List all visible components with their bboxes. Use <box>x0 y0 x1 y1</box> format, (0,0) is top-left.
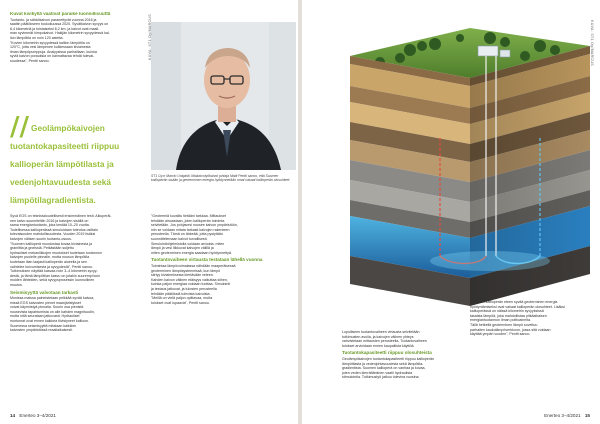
body-line: perusteella. Tämä on tärkeää, jotta pystytään <box>151 232 223 237</box>
right-column-b <box>470 300 592 410</box>
issue-label-left: Enerteo 3–4/2021 <box>19 413 56 418</box>
body-line: kaivosten ympäristössä reaaliaikaisesti. <box>10 328 73 333</box>
body-line: "Suomen kallioperän eteen syvää geoterminen energia <box>470 300 558 304</box>
section-heading-capacity: Tuotantokapasiteetti riippuu olosuhteista <box>342 350 432 356</box>
body-line: Monissa maissa paineistetaan pelkkää syvää kaivoa, <box>10 296 95 301</box>
body-line: "Meillä on vielä paljon opittavaa, mutta <box>151 296 213 301</box>
earth-layers-illustration <box>340 16 598 316</box>
body-line: murtumat ovat ennen kaikkea tiivistyneet kallioon. <box>10 319 90 324</box>
body-line: joten veden kierrättäminen vaatii hydraulista <box>342 370 413 375</box>
body-line: muiden lähteiden, sekä syvyysprosessin luonnollinen <box>10 278 95 283</box>
intro-line: man syvimmät kimpukaivot. Hakijän kilometrin syvyydessä kal- <box>10 31 110 36</box>
body-line: Toimintaa lämpövoimalassa nähdään maaperäisessä <box>151 263 236 268</box>
body-line: geoterminen lämpösysteemissä, kun lämpö <box>151 268 221 273</box>
body-line: stimulointia. Tutkimustyö jatkuu tulevina vuosina. <box>342 375 420 380</box>
body-line: suunnittelemaan kaivot turvallisesti. <box>151 236 208 241</box>
body-line: Lopulliseen tuotantovaiheen virtausta selvitetään <box>342 330 420 334</box>
body-line: hyödyntämiseksi ovat vakaat kallioperän olosuhteet. Lisäksi <box>470 304 565 309</box>
intro-line: 120°C, jotta vesi lämpenee kulkiessaan kiviainesta <box>10 45 91 50</box>
right-column-a <box>342 330 464 410</box>
intro-line: Tuotanto- ja sähkökaivon paranettyvät vuonna 2016 ja <box>10 17 97 22</box>
intro-line: "Kovien kilometrin syvyydessä kallion lämpötila on <box>10 40 90 45</box>
left-page <box>0 0 298 424</box>
body-line: gradientista. Suomen kallioperä on vanhaa ja kovaa, <box>342 366 426 371</box>
body-line: nen kaivo suunniteltiin 2016 ja kaivojen sisällä on <box>10 218 89 223</box>
body-line: voivat käynnistyä pinnalla. Suurin osa pienistä <box>10 305 84 310</box>
issue-label-right: Enerteo 3–4/2021 <box>544 413 581 418</box>
body-line: ja testaus jatkuvat, ja tulosten perusteella <box>151 286 217 291</box>
body-line: kuinka paljon energiaa voidaan tuottaa. Simulointi <box>151 282 231 287</box>
body-line: lämpötilasta ja vedenjohtavuudesta sekä lämpötila- <box>342 361 424 366</box>
body-line: kaivojen välisen suurin tuotanto-osuus. <box>10 236 72 241</box>
body-line: miten geoterminen energia saadaan hyödynnettyä. <box>151 250 232 255</box>
intro-line: ilman lämpöpumppuja. Analyysissa parhaillaan, kuinka <box>10 49 97 54</box>
body-line: nousevista tapahtumista on alle kahden magnituudin, <box>10 309 95 314</box>
intro-line: lion lämpötila on noin 120 astetta. <box>10 35 64 40</box>
body-line: Syvä EGS on teknistaloudellisesti ensimmäinen testi. Alkuperäi- <box>10 214 112 218</box>
body-line: sama energiantuotanto, joka kestää 10–20 vuotta. <box>10 223 90 228</box>
body-line: muutos. <box>10 282 23 287</box>
body-line: Suomessa seismisyyttä mitataan kaikkien <box>10 323 77 328</box>
pullquote <box>10 112 148 208</box>
body-line: "Geotermiä kuvailtu tietääni tarkkaa. Mittaukset <box>151 214 226 218</box>
body-line: vaihtelee kuivumisesta ja syvyydestä", Pentti sanoo. <box>10 264 93 269</box>
body-column-1 <box>10 214 146 410</box>
body-line: graniittia ja gneissiä. Pelkästään suljettu <box>10 246 74 251</box>
body-line: "Suomen kallioperä muodostaa kovaa kiviainesta ja <box>10 241 92 246</box>
intro-line: saatiin päätökseen toukokuussa 2020. Syvätkaivon syvyys on <box>10 22 109 27</box>
pullquote-text: Geolämpökaivojen tuotantokapasiteetti riippuu kallioperän lämpötilasta ja vedenjohtavuudesta sekä lämpötilagradientista. <box>10 123 120 205</box>
page-number-left: 14 <box>10 413 16 418</box>
body-line: Tutkimuksen näyttää kasvaa noin 3–4 kilometrin syvyy- <box>10 269 98 274</box>
figure-credit: KUVA: ST1 Oy/MARCUS <box>590 20 594 66</box>
body-line: missä EGS kaivosten pienet maanjäristykset <box>10 300 81 305</box>
body-line: tulevaisuuden mahdollisuudesta. Vuoden 2019 lisäksi <box>10 232 96 237</box>
quote-mark-icon: // <box>10 112 29 142</box>
right-page <box>302 0 600 424</box>
intro-line: suudessa", Pentti sanoo. <box>10 58 50 63</box>
body-line: kaivojen puolelle pinnalle, mutta nousun lämpötila <box>10 255 90 260</box>
intro-block <box>10 12 148 112</box>
body-line: kallioperässä on näissä kilometrin syvyyksissä <box>470 309 544 314</box>
body-line: siirtyy kiviaineksesta kiertävään veteen. <box>151 273 214 278</box>
section-heading-seismic: Seismisyyttä valvotaan tarkasti <box>10 289 79 295</box>
photo-caption: ST1 Oy:n Marcio Uniqaldi Uttakaivotyökaivot johtaja Matti Pentti sanoo, että Suomen kallioperän sisään ja geoterminen energia hyödynnetään omat vakaat kallioperän olosuhteet. <box>151 174 291 183</box>
intro-line: syviä kaivon porauksia on kannattavaa tehdä tulevai- <box>10 54 95 59</box>
body-line: mutta niitä seurataan jatkuvasti. Hydrauliset <box>10 314 80 319</box>
body-line: tasaista lämpöä, joka mahdollistaa pitkäaikaisen <box>470 313 547 318</box>
body-line: tulokset ovat lupaavia", Pentti sanoo. <box>151 300 210 305</box>
body-line: tulokset arvioidaan ennen kaupallista käyttöä. <box>342 343 415 348</box>
section-heading-production: Tuotantovaiheen virtausta testataan lähellä vuonna <box>151 257 263 263</box>
body-line: käyttää ympäri vuoden", Pentti sanoo. <box>470 332 531 337</box>
intro-line: 6,4 kilometriä ja toistaiseksi 6,2 km, ja kaivot ovat maail- <box>10 26 100 31</box>
intro-heading: Kuvat kivikyllä vaativat paraike luonnillisuuttä <box>10 12 111 16</box>
body-line: energiantuotannon ilman polttoaineita. <box>470 318 531 323</box>
intro-paragraph <box>10 18 148 64</box>
body-line: hydrauliset mekaniikkojen muutokset tuotetaan tuotannon <box>10 250 102 255</box>
body-line: vahvistetaan mittausten perusteella. Tuotantovaiheen <box>342 339 427 344</box>
body-line: Simulointiohjelmistolla voidaan arvioida, miten <box>151 241 225 246</box>
body-line: tuotetaan liian laajasti kallioperän alueella ja sen <box>10 259 87 264</box>
portrait-photo <box>151 22 296 170</box>
body-line: tutkimusten avulla, ja kaivojen välinen yhteys <box>342 334 414 339</box>
photo-credit: KUVA: ST1 Oy/MARCUS <box>148 14 152 60</box>
body-line: Tällä hetkellä geoterminen lämpö soveltuu <box>470 322 538 327</box>
body-column-2 <box>151 214 291 410</box>
body-line: parhaiten kaukolämpöverkkoon, jossa sitä voidaan <box>470 327 551 332</box>
body-line: lämpö ja vesi liikkuvat kaivojen välillä ja <box>151 246 214 251</box>
body-line: Geolämpökaivojen tuotantokapasiteetti riippuu kallioperän <box>342 356 435 361</box>
body-line: tehdään päätöksiä tulevista kaivoista. <box>151 291 211 296</box>
body-line: niin se voidaan mitata tarkasti kaivojen rakenteen <box>151 227 230 232</box>
geothermal-cross-section <box>340 16 598 316</box>
body-line: Todellisessa kallioperässä simuloidaan toteutus osittain <box>10 227 98 232</box>
page-number-right: 15 <box>584 413 590 418</box>
body-line: selvitetään. Jos pohjavesi nousee kaivon ympäristöön, <box>151 223 238 228</box>
body-line: Kahden kaivon välinen etäisyys vaikuttaa siihen, <box>151 277 228 282</box>
left-footer <box>10 413 56 418</box>
body-line: destä, ja tämä lämpötilan kasvu on jotakin suurempi kuin <box>10 273 101 278</box>
portrait-illustration <box>151 22 296 170</box>
body-line: tehdään ainoastaan, joten kallioperän toiminta <box>151 218 225 223</box>
right-footer <box>544 413 590 418</box>
